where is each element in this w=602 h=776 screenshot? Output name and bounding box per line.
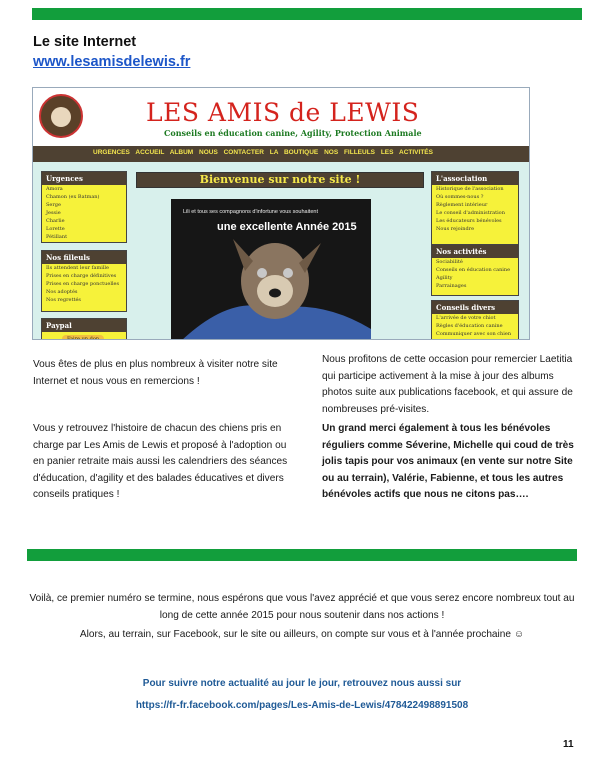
sidebar-box-filleuls <box>41 250 127 312</box>
website-nav-links: URGENCES ACCUEIL ALBUM NOUS CONTACTER LA BOUTIQUE NOS FILLEULS LES ACTIVITÉS <box>93 149 433 156</box>
sidebar-item: Amora <box>46 186 63 192</box>
sidebar-box-urgences <box>41 171 127 243</box>
page-number: 11 <box>563 739 574 750</box>
sidebar-item: Règles d'éducation canine <box>436 323 503 329</box>
sidebar-item: L'arrivée de votre chiot <box>436 315 496 321</box>
website-subtitle: Conseils en éducation canine, Agility, Protection Animale <box>164 128 422 138</box>
sidebar-item: Jessie <box>46 210 61 216</box>
welcome-banner: Bienvenue sur notre site ! <box>136 172 424 188</box>
section-title: Le site Internet <box>33 34 137 50</box>
sidebar-box-activites <box>431 244 519 296</box>
website-header <box>33 88 529 146</box>
paragraph-thanks-volunteers: Un grand merci également à tous les bénévoles réguliers comme Séverine, Michelle qui coud de très jolis tapis pour vos animaux (en vente sur notre Site ou au terrain), Valérie, Fabienne, et tous les autres bénévoles actifs que nous ne citons pas…. <box>322 423 574 500</box>
dog-photo <box>171 199 371 340</box>
sidebar-item: Prises en charge définitives <box>46 273 117 279</box>
sidebar-item: Lorette <box>46 226 65 232</box>
sidebar-item: Parrainages <box>436 283 467 289</box>
sidebar-item: Chamon (ex Batman) <box>46 194 100 200</box>
website-screenshot <box>32 87 530 340</box>
sidebar-item: Prises en charge ponctuelles <box>46 281 120 287</box>
sidebar-box-association <box>431 171 519 245</box>
sidebar-item: Où sommes-nous ? <box>436 194 484 200</box>
sidebar-box-title: Urgences <box>42 172 126 185</box>
sidebar-item: Ils attendent leur famille <box>46 265 109 271</box>
sidebar-box-title: Paypal <box>42 319 126 332</box>
sidebar-item: Agility <box>436 275 453 281</box>
middle-divider-bar <box>27 549 577 561</box>
sidebar-item: Nos adoptés <box>46 289 78 295</box>
sidebar-box-title: L'association <box>432 172 518 185</box>
sidebar-box-conseils <box>431 300 519 340</box>
sidebar-item: Communiquer avec son chien <box>436 331 512 337</box>
sidebar-item: Charlie <box>46 218 65 224</box>
photo-caption-small: Lili et tous ses compagnons d'infortune vous souhaitent <box>183 209 318 215</box>
sidebar-item: Serge <box>46 202 61 208</box>
sidebar-item: Nos regrettés <box>46 297 81 303</box>
closing-line: Alors, au terrain, sur Facebook, sur le site ou ailleurs, on compte sur vous et à l'année prochaine ☺ <box>79 629 525 640</box>
facebook-link[interactable]: https://fr-fr.facebook.com/pages/Les-Amis-de-Lewis/478422498891508 <box>135 700 469 711</box>
paragraph-visitors: Vous êtes de plus en plus nombreux à visiter notre site Internet et nous vous en remercions ! <box>33 359 278 387</box>
sidebar-box-title: Nos filleuls <box>42 251 126 264</box>
sidebar-box-paypal <box>41 318 127 340</box>
closing-paragraph: Voilà, ce premier numéro se termine, nous espérons que vous l'avez apprécié et que vous serez encore nombreux tout au long de cette année 2015 pour nous soutenir dans nos actions ! <box>29 593 575 621</box>
website-title: LES AMIS de LEWIS <box>146 98 420 127</box>
photo-caption-big: une excellente Année 2015 <box>217 221 357 233</box>
sidebar-item: Pétillant <box>46 234 68 240</box>
sidebar-item: Règlement intérieur <box>436 202 488 208</box>
paragraph-thanks-laetitia: Nous profitons de cette occasion pour remercier Laetitia qui participe activement à la mise à jour des albums photos suite aux publications facebook, et qui assure de nombreuses pré-visites. <box>322 354 573 415</box>
paypal-donate-button: Faire un don <box>62 335 104 340</box>
sidebar-box-title: Nos activités <box>432 245 518 258</box>
follow-text: Pour suivre notre actualité au jour le jour, retrouvez nous aussi sur <box>142 678 462 689</box>
sidebar-item: Les éducateurs bénévoles <box>436 218 502 224</box>
website-nav-bar <box>33 146 529 162</box>
sidebar-box-title: Conseils divers <box>432 301 518 314</box>
top-divider-bar <box>32 8 582 20</box>
sidebar-item: Conseils en éducation canine <box>436 267 511 273</box>
sidebar-item: Le conseil d'administration <box>436 210 505 216</box>
association-logo-icon <box>39 94 83 138</box>
sidebar-item: Sociabilité <box>436 259 463 265</box>
website-link[interactable]: www.lesamisdelewis.fr <box>33 54 191 70</box>
paragraph-content: Vous y retrouvez l'histoire de chacun des chiens pris en charge par Les Amis de Lewis et proposé à l'adoption ou en panier retraite mais aussi les calendriers des séances d'éducation, d'agility et des balades éducatives et divers conseils pratiques ! <box>33 423 288 500</box>
sidebar-item: Nous rejoindre <box>436 226 475 232</box>
sidebar-item: Historique de l'association <box>436 186 504 192</box>
